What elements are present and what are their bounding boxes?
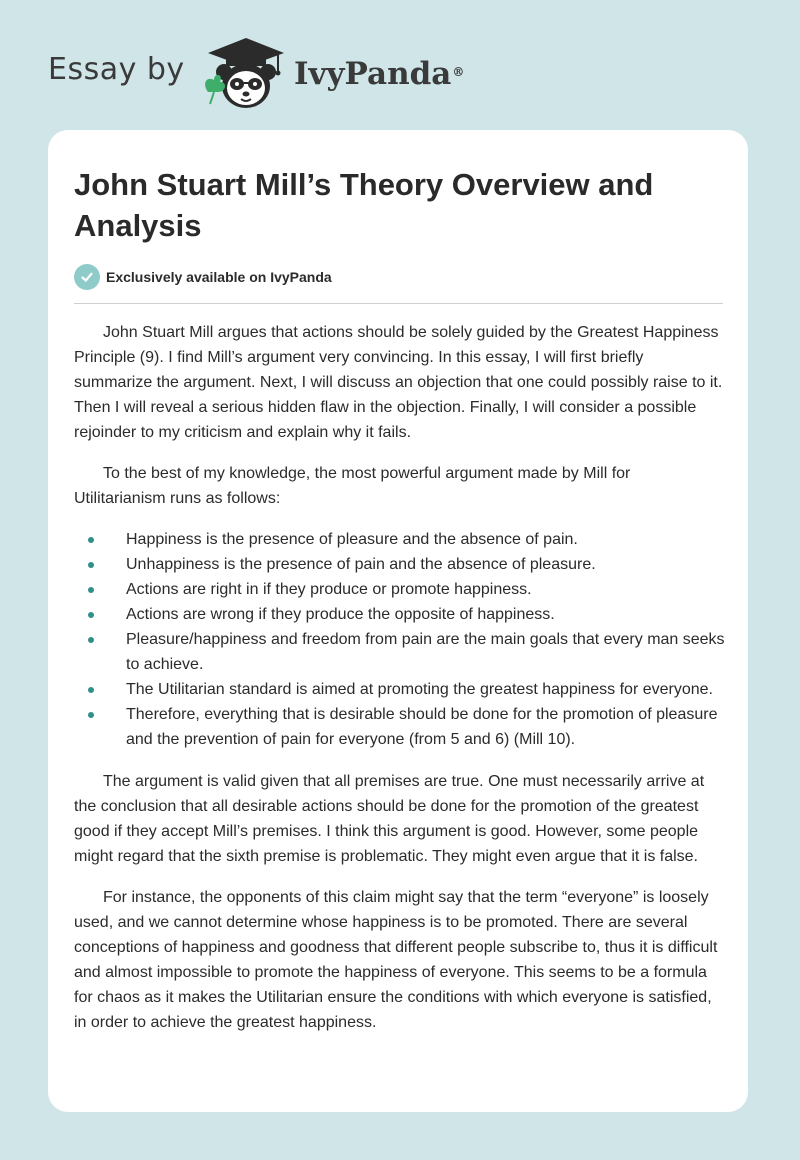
list-item-text: Happiness is the presence of pleasure and the absence of pain. [126, 531, 578, 548]
list-item-text: Actions are wrong if they produce the opposite of happiness. [126, 606, 555, 623]
list-item-text: The Utilitarian standard is aimed at promoting the greatest happiness for everyone. [126, 681, 713, 698]
paragraph: John Stuart Mill argues that actions should be solely guided by the Greatest Happiness Principle (9). I find Mill’s argument very convincing. In this essay, I will first briefly summarize the argument. Next, I will discuss an objection that one could possibly raise to it. Then I will reveal a serious hidden flaw in the objection. Finally, I will consider a possible rejoinder to my criticism and explain why it fails. [74, 324, 723, 441]
divider [74, 303, 723, 304]
site-header [0, 0, 800, 120]
list-item-text: Unhappiness is the presence of pain and the absence of pleasure. [126, 556, 596, 573]
list-item-text: Therefore, everything that is desirable should be done for the promotion of pleasure and the prevention of pain for everyone (from 5 and 6) (Mill 10). [126, 706, 718, 748]
list-item [74, 602, 726, 627]
list-item [74, 677, 726, 702]
essay-card [48, 130, 748, 1112]
page-title: John Stuart Mill’s Theory Overview and Analysis [74, 167, 654, 243]
bullet-dot-icon [88, 562, 94, 568]
list-item-text: Actions are right in if they produce or promote happiness. [126, 581, 532, 598]
list-item [74, 577, 726, 602]
paragraph: For instance, the opponents of this claim might say that the term “everyone” is loosely used, and we cannot determine whose happiness is to be promoted. There are several conceptions of happiness and goodness that different people subscribe to, thus it is difficult and almost impossible to promote the happiness of everyone. This seems to be a formula for chaos as it makes the Utilitarian ensure the conditions with which everyone is satisfied, in order to achieve the greatest happiness. [74, 889, 718, 1031]
list-item-text: Pleasure/happiness and freedom from pain are the main goals that every man seeks to achieve. [126, 631, 725, 673]
bullet-dot-icon [88, 537, 94, 543]
panda-graduate-icon[interactable] [200, 36, 292, 112]
bullet-dot-icon [88, 687, 94, 693]
badge-label: Exclusively available on IvyPanda [106, 269, 332, 285]
paragraph: To the best of my knowledge, the most powerful argument made by Mill for Utilitarianism runs as follows: [74, 465, 631, 507]
checkmark-icon [74, 264, 100, 290]
exclusive-badge [74, 264, 332, 290]
registered-mark: ® [452, 65, 465, 79]
bullet-dot-icon [88, 612, 94, 618]
paragraph: The argument is valid given that all premises are true. One must necessarily arrive at the conclusion that all desirable actions should be done for the promotion of the greatest good if they accept Mill’s premises. I think this argument is good. However, some people might regard that the sixth premise is problematic. They might even argue that it is false. [74, 773, 705, 865]
bullet-dot-icon [88, 637, 94, 643]
essay-by-label: Essay by [48, 52, 185, 87]
brand-name[interactable] [294, 54, 464, 94]
argument-premises-list [74, 527, 726, 752]
list-item [74, 527, 726, 552]
list-item [74, 702, 726, 752]
brand-text: IvyPanda [294, 56, 452, 92]
bullet-dot-icon [88, 587, 94, 593]
list-item [74, 552, 726, 577]
bullet-dot-icon [88, 712, 94, 718]
essay-body [74, 320, 726, 1051]
list-item [74, 627, 726, 677]
